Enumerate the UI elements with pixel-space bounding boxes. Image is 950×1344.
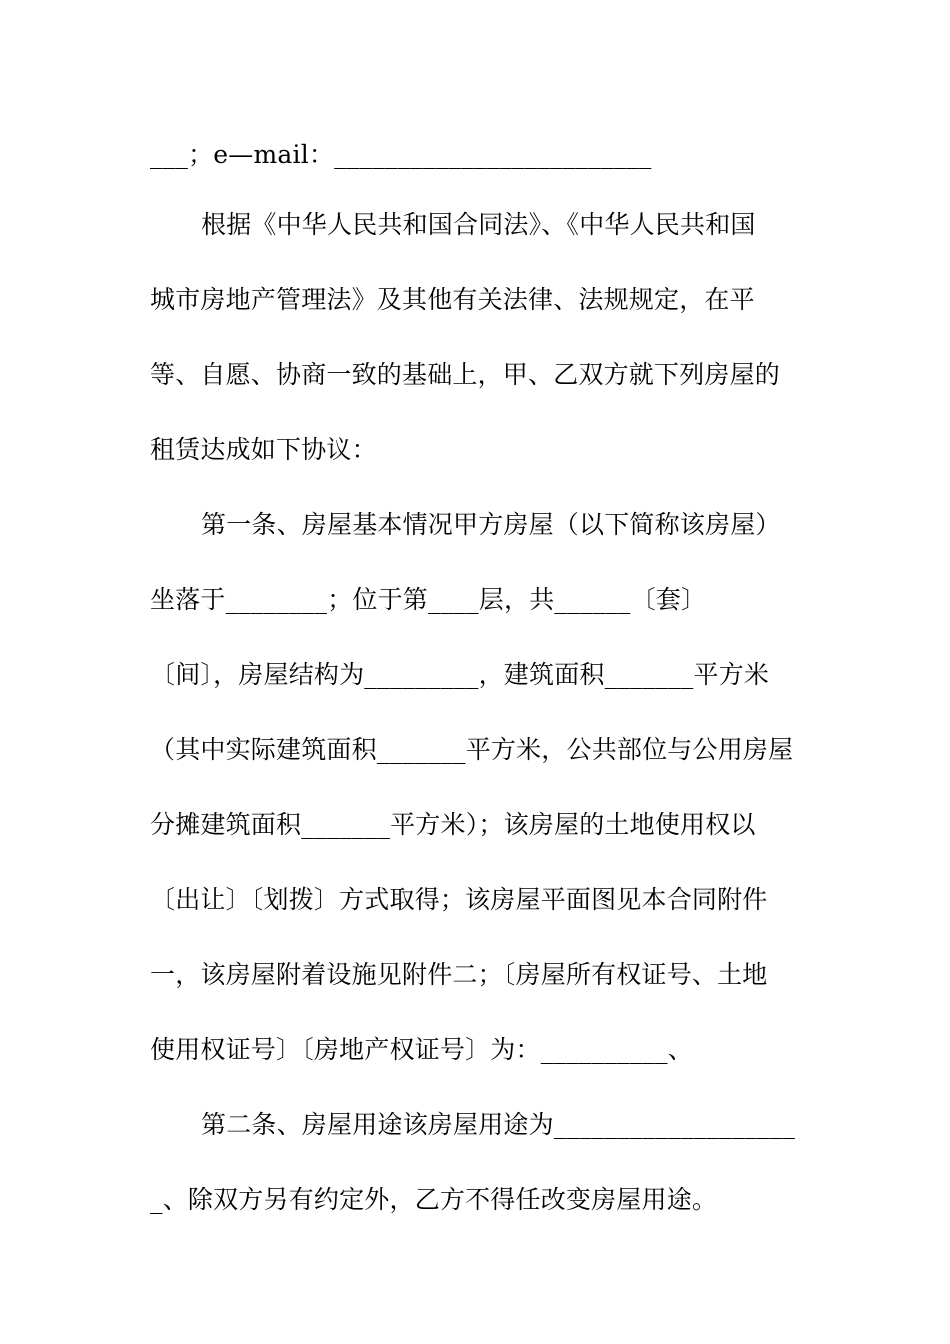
contact-email-line: ___；e—mail：_________________________ — [150, 140, 652, 169]
article-two-line-2: _、除双方另有约定外，乙方不得任改变房屋用途。 — [150, 1185, 718, 1214]
article-one-line-8: 使用权证号〕〔房地产权证号〕为：__________、 — [150, 1035, 693, 1064]
legal-basis-paragraph-line-2: 城市房地产管理法》及其他有关法律、法规规定，在平 — [150, 285, 755, 314]
legal-basis-paragraph-line-3: 等、自愿、协商一致的基础上，甲、乙双方就下列房屋的 — [150, 360, 781, 389]
legal-basis-paragraph-line-1: 根据《中华人民共和国合同法》、《中华人民共和国 — [201, 210, 756, 239]
article-one-line-7: 一，该房屋附着设施见附件二；〔房屋所有权证号、土地 — [150, 960, 768, 989]
article-two-line-1: 第二条、房屋用途该房屋用途为___________________ — [201, 1110, 796, 1139]
article-one-line-5: 分摊建筑面积_______平方米）；该房屋的土地使用权以 — [150, 810, 756, 839]
article-one-line-6: 〔出让〕〔划拨〕方式取得；该房屋平面图见本合同附件 — [150, 885, 768, 914]
article-one-line-2: 坐落于________；位于第____层，共______〔套〕 — [150, 585, 707, 614]
article-one-line-4: （其中实际建筑面积_______平方米，公共部位与公用房屋 — [150, 735, 794, 764]
article-one-line-3: 〔间〕，房屋结构为_________，建筑面积_______平方米 — [150, 660, 770, 689]
article-one-line-1: 第一条、房屋基本情况甲方房屋（以下简称该房屋） — [201, 510, 781, 539]
legal-basis-paragraph-line-4: 租赁达成如下协议： — [150, 435, 377, 464]
